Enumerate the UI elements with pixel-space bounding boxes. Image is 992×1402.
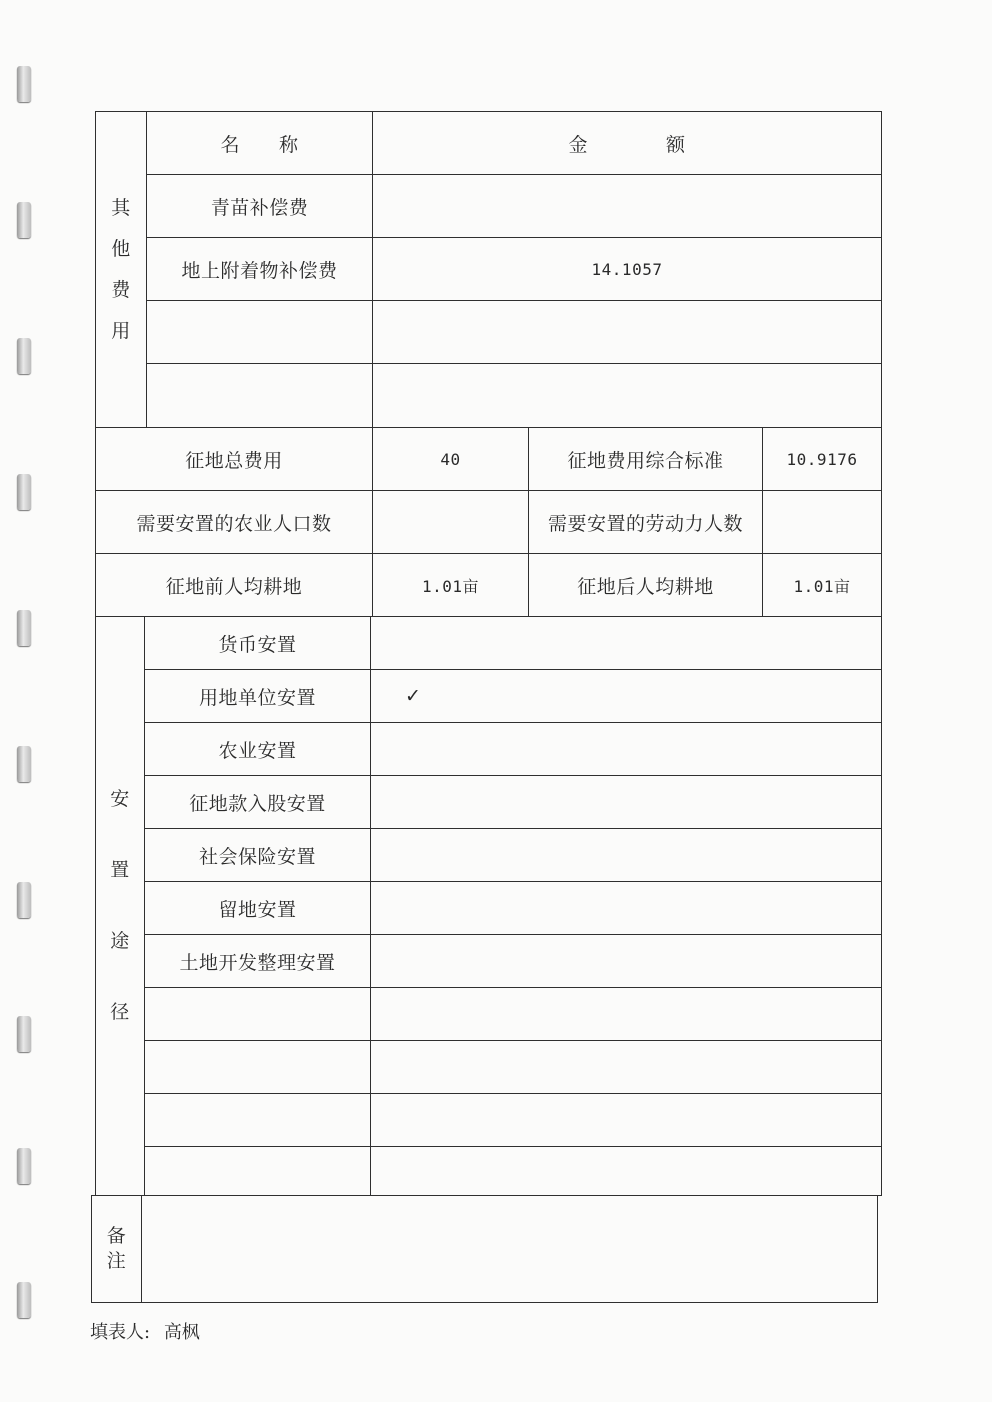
header-name: 名 称 xyxy=(146,111,373,175)
resettlement-method-value xyxy=(370,881,882,935)
binder-ring-mark xyxy=(17,746,31,782)
before-land-label: 征地前人均耕地 xyxy=(95,553,373,617)
resettlement-method-name: 社会保险安置 xyxy=(144,828,371,882)
resettlement-method-value xyxy=(370,934,882,988)
remarks-char: 备 xyxy=(106,1225,127,1247)
resettlement-method-name: 留地安置 xyxy=(144,881,371,935)
remarks-char: 注 xyxy=(106,1250,127,1272)
resettlement-method-name xyxy=(144,1146,371,1196)
resettlement-method-name xyxy=(144,1093,371,1147)
section-char: 费 xyxy=(111,278,131,301)
binder-ring-mark xyxy=(17,202,31,238)
resettlement-method-value xyxy=(370,616,882,670)
section-char: 置 xyxy=(110,859,130,881)
fee-name: 地上附着物补偿费 xyxy=(146,237,373,301)
header-amount: 金 额 xyxy=(372,111,882,175)
resettlement-method-name xyxy=(144,987,371,1041)
fee-amount: 14.1057 xyxy=(372,237,882,301)
binder-ring-mark xyxy=(17,66,31,102)
binder-ring-mark xyxy=(17,1148,31,1184)
filler-line xyxy=(90,1318,200,1344)
fee-name: 青苗补偿费 xyxy=(146,174,373,238)
filler-name: 高枫 xyxy=(163,1322,200,1343)
binder-ring-mark xyxy=(17,882,31,918)
section-char: 用 xyxy=(111,319,131,342)
binder-ring-mark xyxy=(17,338,31,374)
section-char: 径 xyxy=(110,1001,130,1023)
section-char: 安 xyxy=(110,788,130,810)
resettlement-method-name: 农业安置 xyxy=(144,722,371,776)
resettlement-method-name: 货币安置 xyxy=(144,616,371,670)
resettlement-method-value xyxy=(370,775,882,829)
resettlement-section-label xyxy=(95,616,145,1196)
before-land-value: 1.01亩 xyxy=(372,553,529,617)
binder-ring-mark xyxy=(17,610,31,646)
total-fee-label: 征地总费用 xyxy=(95,427,373,491)
resettlement-method-value xyxy=(370,987,882,1041)
total-fee-value: 40 xyxy=(372,427,529,491)
filler-label: 填表人: xyxy=(90,1322,151,1343)
resettlement-method-value xyxy=(370,828,882,882)
binder-ring-mark xyxy=(17,1282,31,1318)
fee-amount xyxy=(372,300,882,364)
resettlement-method-name: 征地款入股安置 xyxy=(144,775,371,829)
fee-name xyxy=(146,300,373,364)
labor-label: 需要安置的劳动力人数 xyxy=(528,490,763,554)
resettlement-method-value xyxy=(370,1040,882,1094)
after-land-value: 1.01亩 xyxy=(762,553,882,617)
resettlement-method-name xyxy=(144,1040,371,1094)
agri-pop-value xyxy=(372,490,529,554)
section-char: 其 xyxy=(111,196,131,219)
standard-value: 10.9176 xyxy=(762,427,882,491)
standard-label: 征地费用综合标准 xyxy=(528,427,763,491)
resettlement-method-value xyxy=(370,1146,882,1196)
binder-ring-mark xyxy=(17,474,31,510)
binder-ring-mark xyxy=(17,1016,31,1052)
agri-pop-label: 需要安置的农业人口数 xyxy=(95,490,373,554)
remarks-value xyxy=(141,1195,878,1303)
fee-name xyxy=(146,363,373,428)
resettlement-method-name: 用地单位安置 xyxy=(144,669,371,723)
resettlement-method-value xyxy=(370,1093,882,1147)
fee-amount xyxy=(372,174,882,238)
remarks-label xyxy=(91,1195,142,1303)
section-char: 途 xyxy=(110,930,130,952)
section-char: 他 xyxy=(111,237,131,260)
fee-amount xyxy=(372,363,882,428)
resettlement-method-value: ✓ xyxy=(370,669,882,723)
resettlement-method-value xyxy=(370,722,882,776)
other-fees-section-label xyxy=(95,111,147,428)
resettlement-method-name: 土地开发整理安置 xyxy=(144,934,371,988)
labor-value xyxy=(762,490,882,554)
after-land-label: 征地后人均耕地 xyxy=(528,553,763,617)
